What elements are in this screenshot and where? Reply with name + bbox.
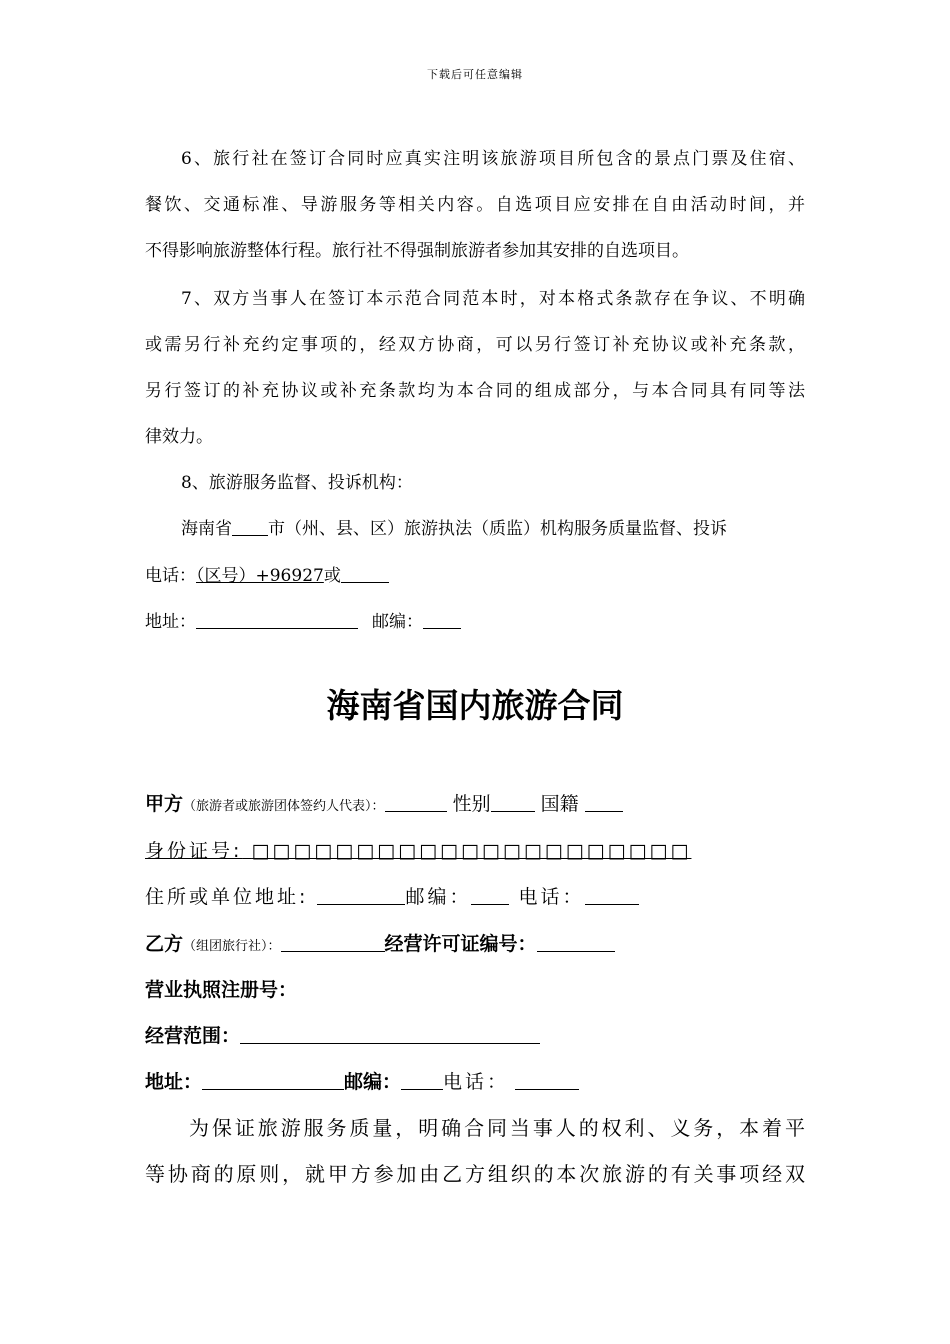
gender-label: 性别: [452, 793, 491, 815]
clause-6-line-1: 6、旅行社在签订合同时应真实注明该旅游项目所包含的景点门票及住宿、: [181, 149, 805, 169]
clause-7-line-3: 另行签订的补充协议或补充条款均为本合同的组成部分，与本合同具有同等法: [145, 381, 805, 401]
party-b-label: 乙方: [145, 933, 184, 955]
address-label: 地址：: [145, 612, 196, 632]
clause-6-line-3: 不得影响旅游整体行程。旅行社不得强制旅游者参加其安排的自选项目。: [145, 241, 689, 261]
nationality-blank[interactable]: [585, 795, 623, 812]
residence-line: [145, 882, 639, 909]
preamble-line-2: 等协商的原则，就甲方参加由乙方组织的本次旅游的有关事项经双: [145, 1162, 805, 1186]
party-b-postcode-label: 邮编：: [344, 1071, 402, 1093]
party-b-address-line: [145, 1067, 579, 1094]
phone-line: [145, 561, 389, 586]
address-blank[interactable]: [196, 612, 358, 629]
postcode-label: 邮编：: [372, 612, 423, 632]
page-header: 下载后可任意编辑: [427, 68, 523, 81]
party-b-line: [145, 929, 615, 956]
license-blank[interactable]: [537, 935, 615, 952]
clause-7-line-4: 律效力。: [145, 427, 213, 447]
province-label: 海南省: [181, 519, 232, 539]
preamble-line-1: 为保证旅游服务质量，明确合同当事人的权利、义务，本着平: [189, 1116, 805, 1140]
phone-value: （区号）+96927: [196, 566, 324, 586]
phone-label: 电话：: [145, 566, 196, 586]
party-a-note: （旅游者或旅游团体签约人代表）：: [183, 799, 385, 814]
residence-label: 住所或单位地址:: [145, 886, 309, 908]
gender-blank[interactable]: [491, 795, 535, 812]
nationality-label: 国籍: [540, 793, 579, 815]
party-b-address-label: 地址：: [145, 1071, 203, 1093]
supervision-text: 市（州、县、区）旅游执法（质监）机构服务质量监督、投诉: [268, 519, 727, 539]
party-b-phone-label: 电话：: [443, 1071, 510, 1093]
phone-blank[interactable]: [341, 566, 389, 583]
city-blank[interactable]: [232, 519, 268, 536]
registration-label: 营业执照注册号：: [145, 979, 298, 1001]
supervision-line: [181, 514, 805, 539]
scope-label: 经营范围：: [145, 1025, 241, 1047]
party-a-line: [145, 789, 623, 816]
clause-7-line-2: 或需另行补充约定事项的，经双方协商，可以另行签订补充协议或补充条款，: [145, 335, 805, 355]
party-a-phone-blank[interactable]: [585, 888, 639, 905]
registration-line: [145, 975, 297, 1002]
party-a-postcode-label: 邮编：: [405, 886, 472, 908]
clause-8-heading: 8、旅游服务监督、投诉机构：: [181, 473, 413, 493]
residence-blank[interactable]: [317, 888, 405, 905]
postcode-blank[interactable]: [423, 612, 461, 629]
party-a-phone-label: 电话：: [518, 886, 585, 908]
license-label: 经营许可证编号：: [384, 933, 537, 955]
phone-or: 或: [323, 566, 341, 586]
party-a-label: 甲方: [145, 793, 184, 815]
scope-blank[interactable]: [240, 1027, 540, 1044]
scope-line: [145, 1021, 540, 1048]
clause-7-line-1: 7、双方当事人在签订本示范合同范本时，对本格式条款存在争议、不明确: [181, 289, 805, 309]
party-a-postcode-blank[interactable]: [471, 888, 509, 905]
address-line: [145, 607, 461, 632]
party-b-phone-blank[interactable]: [515, 1073, 579, 1090]
party-a-name-blank[interactable]: [385, 795, 447, 812]
id-number-label: 身份证号:: [145, 840, 243, 862]
id-number-boxes[interactable]: □□□□□□□□□□□□□□□□□□□□□: [251, 840, 692, 862]
party-b-note: （组团旅行社）：: [183, 939, 281, 954]
id-number-line: [145, 836, 691, 863]
clause-6-line-2: 餐饮、交通标准、导游服务等相关内容。自选项目应安排在自由活动时间，并: [145, 195, 805, 215]
party-b-name-blank[interactable]: [281, 935, 385, 952]
party-b-postcode-blank[interactable]: [401, 1073, 443, 1090]
party-b-address-blank[interactable]: [202, 1073, 344, 1090]
contract-title: 海南省国内旅游合同: [326, 686, 624, 725]
